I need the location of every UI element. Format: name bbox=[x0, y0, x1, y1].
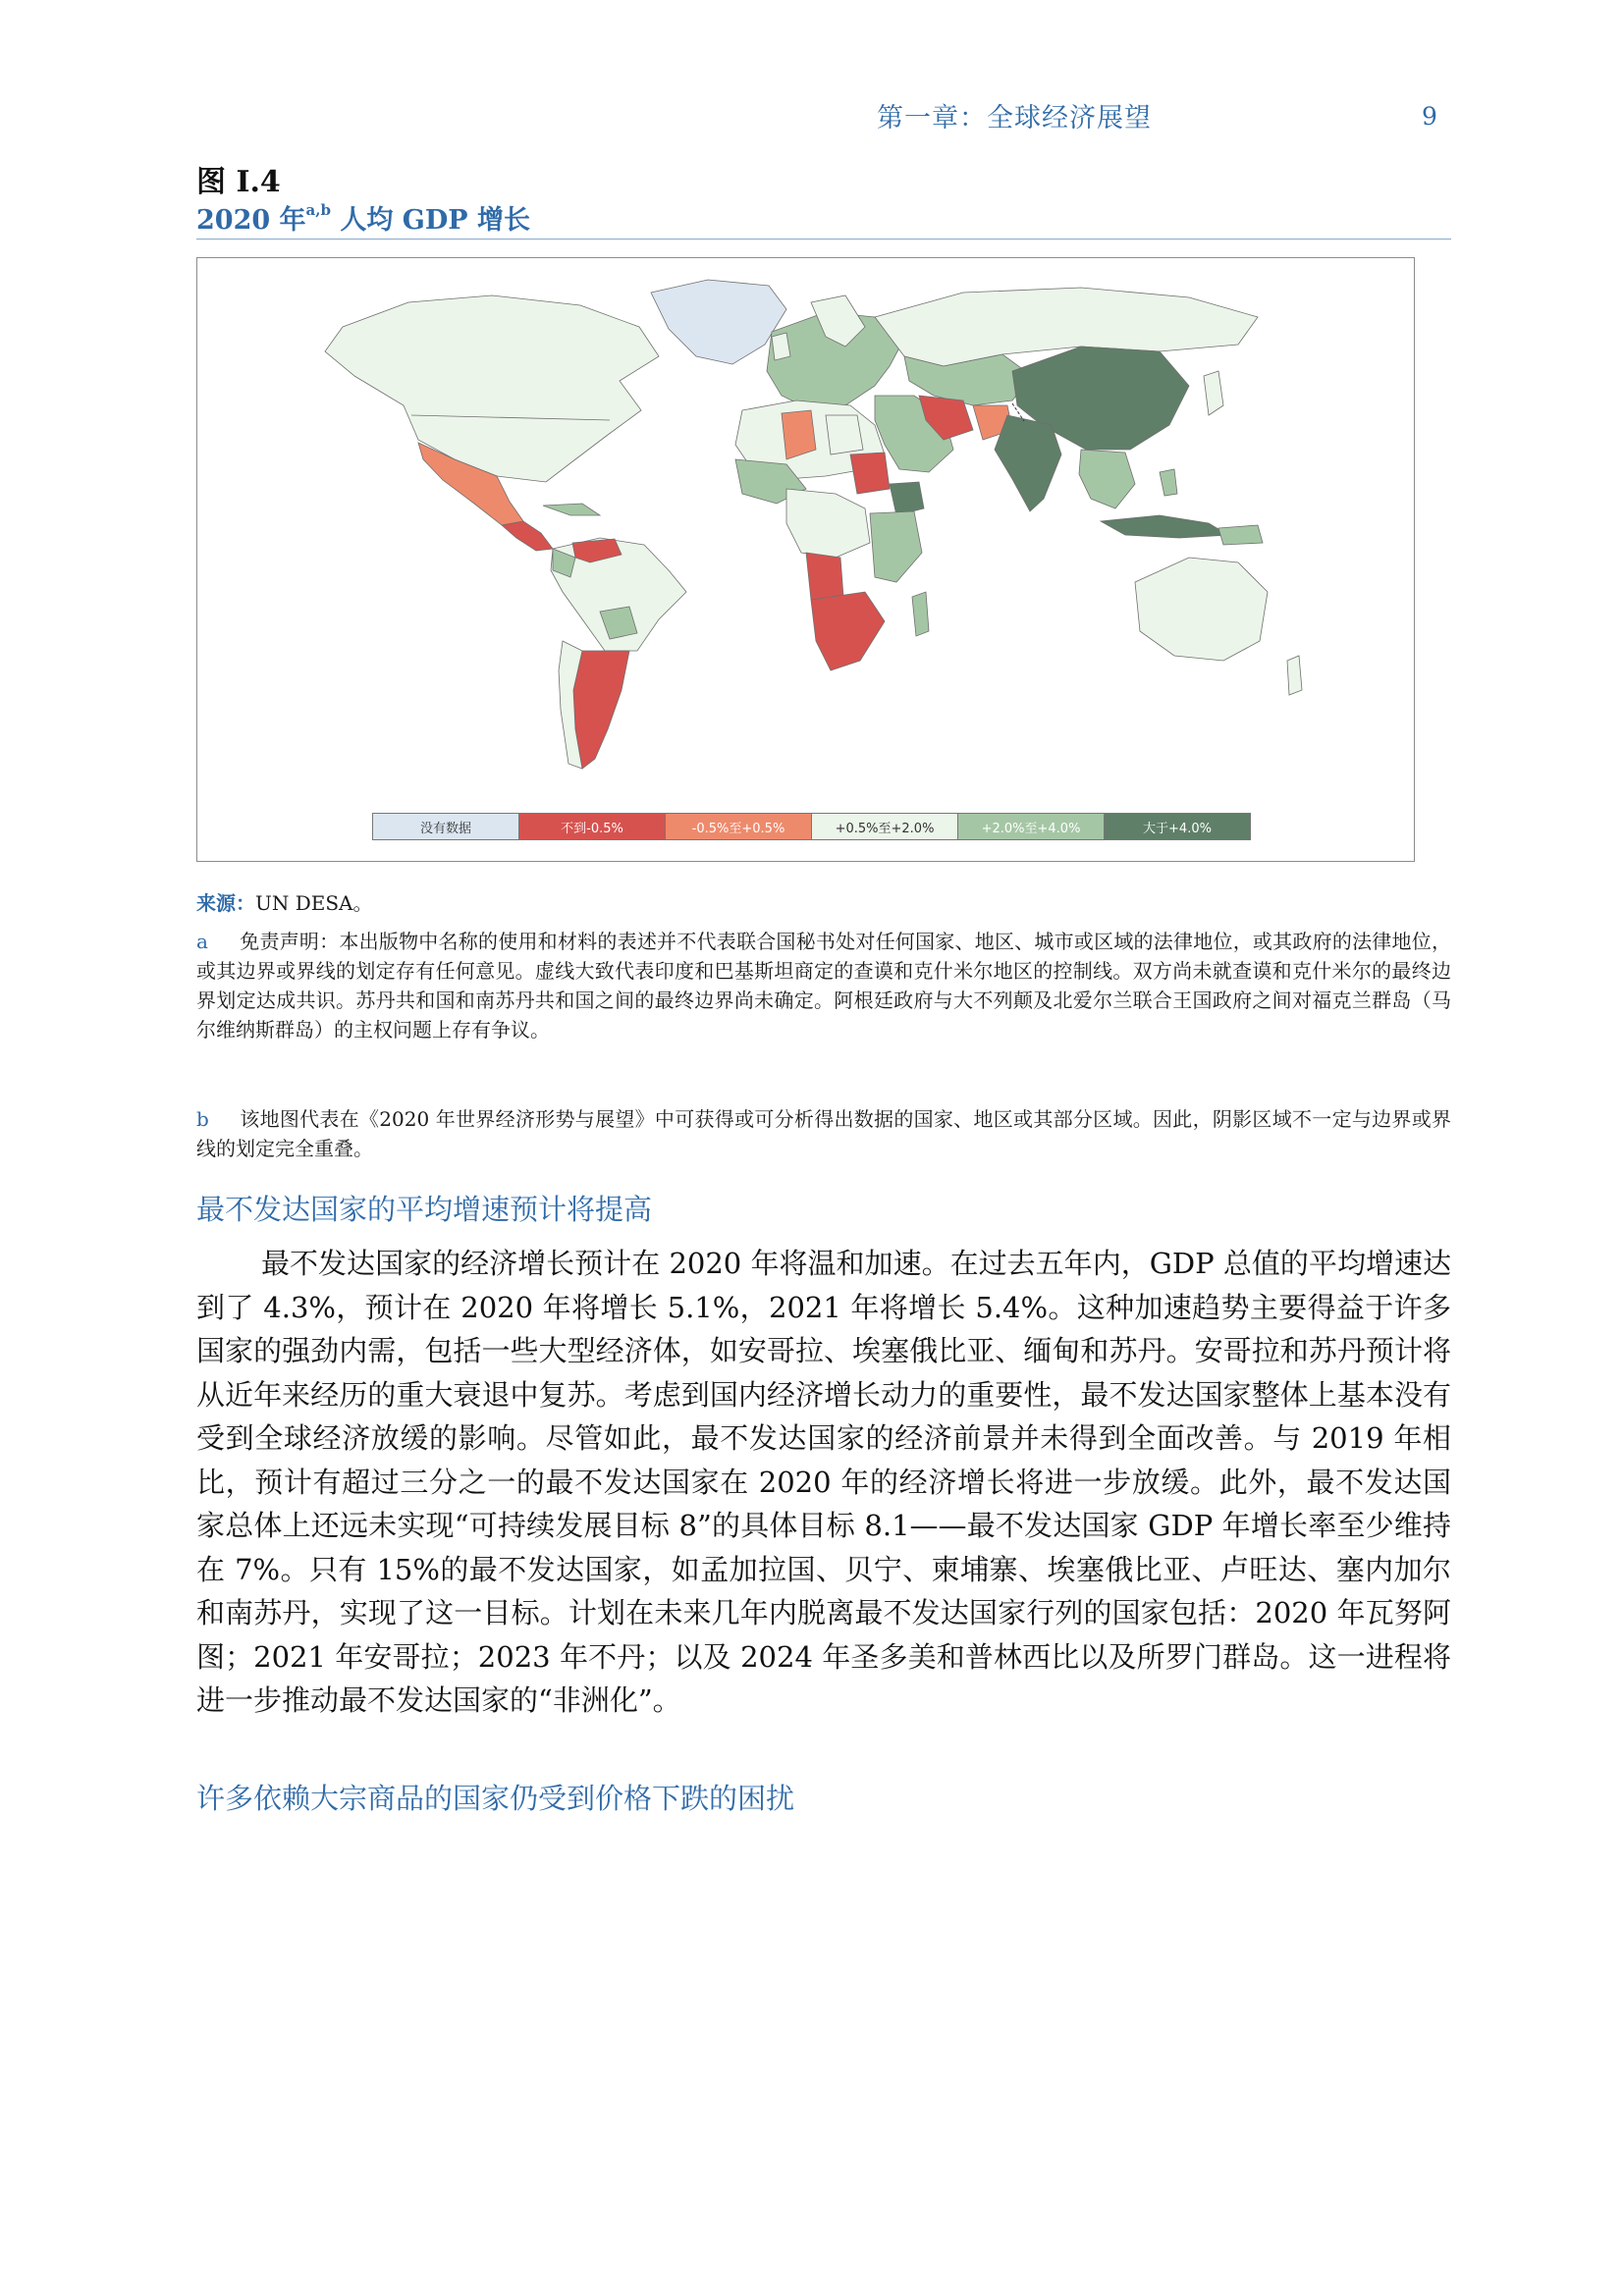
section-heading-commodity-prices: 许多依赖大宗商品的国家仍受到价格下跌的困扰 bbox=[196, 1782, 795, 1815]
map-region-angola bbox=[806, 553, 843, 600]
page-number: 9 bbox=[1422, 102, 1437, 131]
map-region-ethiopia bbox=[890, 482, 924, 515]
footnote-a bbox=[196, 927, 1451, 1044]
legend-item: +0.5%至+2.0% bbox=[812, 814, 958, 839]
footnote-a-mark: a bbox=[196, 930, 208, 953]
map-region-sudan bbox=[850, 453, 890, 494]
map-region-central-america bbox=[502, 521, 553, 551]
map-region-papua bbox=[1218, 525, 1263, 545]
map-region-madagascar bbox=[912, 592, 929, 636]
body-paragraph: 最不发达国家的经济增长预计在 2020 年将温和加速。在过去五年内，GDP 总值的平均增速达到了 4.3%，预计在 2020 年将增长 5.1%，2021 年将增长 5.4%。这种加速趋势主要得益于许多国家的强劲内需，包括一些大型经济体，如安哥拉、埃塞俄比亚、缅甸和苏丹。安哥拉和苏丹预计将从近年来经历的重大衰退中复苏。考虑到国内经济增长动力的重要性，最不发达国家整体上基本没有受到全球经济放缓的影响。尽管如此，最不发达国家的经济前景并未得到全面改善。与 2019 年相比，预计有超过三分之一的最不发达国家在 2020 年的经济增长将进一步放缓。此外，最不发达国家总体上还远未实现“可持续发展目标 8”的具体目标 8.1——最不发达国家 GDP 年增长率至少维持在 7%。只有 15%的最不发达国家，如孟加拉国、贝宁、柬埔寨、埃塞俄比亚、卢旺达、塞内加尔和南苏丹，实现了这一目标。计划在未来几年内脱离最不发达国家行列的国家包括：2020 年瓦努阿图；2021 年安哥拉；2023 年不丹；以及 2024 年圣多美和普林西比以及所罗门群岛。这一进程将进一步推动最不发达国家的“非洲化”。 bbox=[196, 1247, 1451, 1717]
figure-label: 图 I.4 bbox=[196, 165, 281, 199]
map-region-southeast-asia bbox=[1079, 450, 1135, 508]
map-region-greenland bbox=[651, 280, 786, 364]
map-legend bbox=[372, 813, 1251, 840]
figure-title-footnote-marks: a,b bbox=[305, 201, 331, 219]
source-note bbox=[196, 887, 373, 916]
section-heading-ldc-growth: 最不发达国家的平均增速预计将提高 bbox=[196, 1193, 653, 1226]
figure-title-text: 人均 GDP 增长 bbox=[330, 205, 530, 236]
legend-item: 没有数据 bbox=[373, 814, 519, 839]
figure-title-year: 2020 年 bbox=[196, 205, 306, 236]
map-region-japan bbox=[1204, 371, 1223, 415]
footnote-b-mark: b bbox=[196, 1107, 209, 1131]
world-map bbox=[197, 258, 1414, 861]
source-text: UN DESA。 bbox=[255, 891, 373, 915]
map-region-philippines bbox=[1160, 469, 1177, 496]
footnote-b-text: 该地图代表在《2020 年世界经济形势与展望》中可获得或可分析得出数据的国家、地区或其部分区域。因此，阴影区域不一定与边界或界线的划定完全重叠。 bbox=[196, 1107, 1451, 1160]
running-header-chapter: 第一章：全球经济展望 bbox=[877, 103, 1152, 133]
map-region-australia bbox=[1135, 558, 1268, 661]
legend-item: 大于+4.0% bbox=[1105, 814, 1250, 839]
source-label: 来源： bbox=[196, 891, 255, 915]
map-region-central-africa bbox=[786, 489, 870, 558]
map-region-india bbox=[995, 415, 1061, 511]
legend-item: -0.5%至+0.5% bbox=[666, 814, 812, 839]
legend-item: +2.0%至+4.0% bbox=[958, 814, 1105, 839]
map-region-argentina bbox=[573, 651, 629, 769]
map-region-north-america bbox=[325, 295, 659, 482]
legend-item: 不到-0.5% bbox=[519, 814, 666, 839]
map-region-indonesia bbox=[1101, 515, 1228, 538]
map-region-southern-africa bbox=[811, 592, 885, 670]
map-region-libya bbox=[826, 415, 863, 454]
title-divider bbox=[196, 239, 1451, 240]
footnote-b bbox=[196, 1104, 1451, 1163]
map-region-east-africa bbox=[870, 511, 922, 582]
figure-title bbox=[196, 198, 530, 237]
map-region-new-zealand bbox=[1287, 656, 1302, 695]
footnote-a-text: 免责声明：本出版物中名称的使用和材料的表述并不代表联合国秘书处对任何国家、地区、城市或区域的法律地位，或其政府的法律地位，或其边界或界线的划定存有任何意见。虚线大致代表印度和巴基斯坦商定的查谟和克什米尔地区的控制线。双方尚未就查谟和克什米尔的最终边界划定达成共识。苏丹共和国和南苏丹共和国之间的最终边界尚未确定。阿根廷政府与大不列颠及北爱尔兰联合王国政府之间对福克兰群岛（马尔维纳斯群岛）的主权问题上存有争议。 bbox=[196, 930, 1451, 1041]
map-region-caribbean bbox=[543, 504, 600, 515]
world-map-figure bbox=[196, 257, 1415, 862]
